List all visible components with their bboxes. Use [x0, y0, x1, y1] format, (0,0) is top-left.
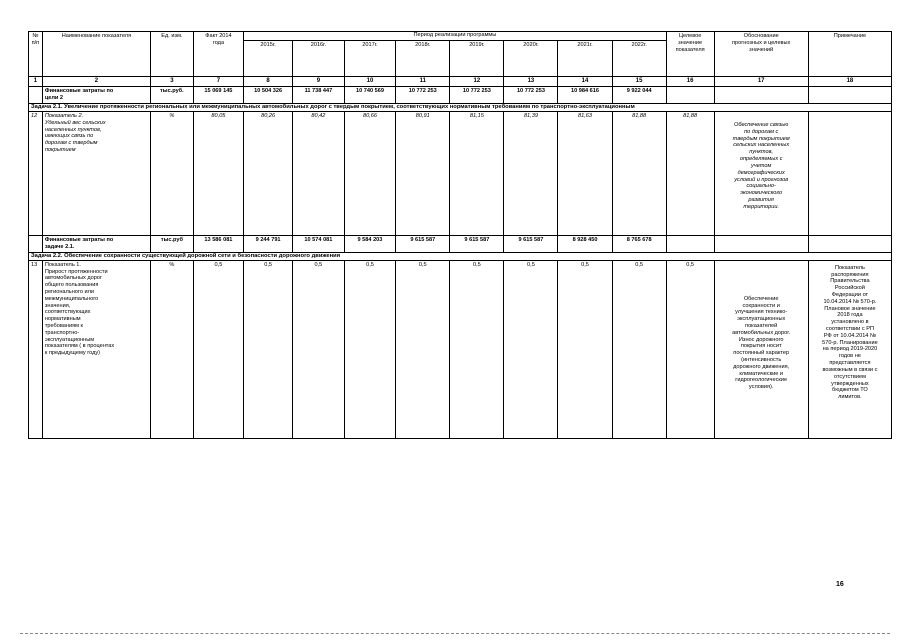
finance-value: 10 772 253: [450, 87, 504, 104]
finance-value: 10 740 569: [344, 87, 396, 104]
indicator-unit: %: [151, 112, 194, 236]
header-year: 2017г.: [344, 41, 396, 77]
col-number: 1: [29, 77, 43, 87]
program-indicators-table: [28, 31, 892, 439]
finance-value: 11 738 447: [293, 87, 345, 104]
finance-value: 8 928 450: [558, 236, 612, 253]
indicator-value: 80,05: [193, 112, 243, 236]
indicator-name: Показатель 1. Прирост протяженности автомобильных дорог общего пользования регионального или межмуниципального значения, соответствующих нормативным требованиям к транспортно- эксплуатационным показателям ( в процентах к предыдущему году): [42, 260, 150, 438]
col-number: 7: [193, 77, 243, 87]
finance-value: 10 772 253: [504, 87, 558, 104]
finance-unit: тыс.руб: [151, 236, 194, 253]
indicator-value: 0,5: [244, 260, 293, 438]
target-value: 81,88: [666, 112, 714, 236]
col-number: 10: [344, 77, 396, 87]
finance-value: 9 615 587: [396, 236, 450, 253]
indicator-value: 80,42: [293, 112, 345, 236]
header-target: Целевое значение показателя: [666, 32, 714, 77]
finance-value: 10 772 253: [396, 87, 450, 104]
header-indicator: Наименование показателя: [42, 32, 150, 77]
indicator-value: 0,5: [293, 260, 345, 438]
finance-value: 9 615 587: [450, 236, 504, 253]
header-year: 2021г.: [558, 41, 612, 77]
col-number: 9: [293, 77, 345, 87]
indicator-unit: %: [151, 260, 194, 438]
note-text: [808, 112, 891, 236]
col-number: 2: [42, 77, 150, 87]
indicator-value: 81,39: [504, 112, 558, 236]
header-period: Период реализации программы: [244, 32, 667, 41]
indicator-value: 0,5: [396, 260, 450, 438]
col-number: 12: [450, 77, 504, 87]
finance-row-task-2-1: [29, 236, 892, 253]
header-year: 2015г.: [244, 41, 293, 77]
finance-value: 9 584 203: [344, 236, 396, 253]
finance-value: 10 504 326: [244, 87, 293, 104]
row-number: 12: [29, 112, 43, 236]
justification-text: Обеспечение связью по дорогам с твердым покрытием сельских населенных пунктов, определяемых с учетом демографических условий и прогнозов социально- экономического развития территории.: [714, 112, 808, 236]
indicator-value: 81,63: [558, 112, 612, 236]
col-number: 3: [151, 77, 194, 87]
header-year: 2016г.: [293, 41, 345, 77]
finance-row-goal-2: [29, 87, 892, 104]
header-year: 2022г.: [612, 41, 666, 77]
indicator-value: 0,5: [504, 260, 558, 438]
page-number: 16: [836, 581, 844, 588]
num-cell: [29, 87, 43, 104]
header-year: 2019г.: [450, 41, 504, 77]
indicator-value: 0,5: [558, 260, 612, 438]
header-unit: Ед. изм.: [151, 32, 194, 77]
finance-value: 13 586 081: [193, 236, 243, 253]
justification-text: Обеспечение сохранности и улучшения технико- эксплуатационных показателей автомобильных дорог. Износ дорожного покрытия носит постоянный характер (интенсивность дорожного движения, климатические и гидрогеологические условия).: [714, 260, 808, 438]
finance-value: 10 574 081: [293, 236, 345, 253]
header-year: 2020г.: [504, 41, 558, 77]
header-year: 2018г.: [396, 41, 450, 77]
finance-value: 9 615 587: [504, 236, 558, 253]
indicator-value: 81,88: [612, 112, 666, 236]
finance-label: Финансовые затраты по цели 2: [42, 87, 150, 104]
header-note: Примечание: [808, 32, 891, 77]
finance-value: 10 984 616: [558, 87, 612, 104]
target-value: 0,5: [666, 260, 714, 438]
col-number: 11: [396, 77, 450, 87]
col-number: 16: [666, 77, 714, 87]
indicator-row-12: [29, 112, 892, 236]
finance-value: 9 244 791: [244, 236, 293, 253]
indicator-value: 80,91: [396, 112, 450, 236]
indicator-value: 0,5: [193, 260, 243, 438]
bottom-divider: [20, 633, 890, 634]
indicator-value: 0,5: [612, 260, 666, 438]
indicator-row-13: [29, 260, 892, 438]
task-heading: Задача 2.1. Увеличение протяженности региональных или межмуниципальных автомобильных дорог с твердым покрытием, соответствующих нормативным требованиям по транспортно-эксплуатационным: [29, 103, 892, 111]
finance-unit: тыс.руб.: [151, 87, 194, 104]
col-number: 15: [612, 77, 666, 87]
indicator-value: 81,15: [450, 112, 504, 236]
finance-value: 8 765 678: [612, 236, 666, 253]
indicator-value: 0,5: [450, 260, 504, 438]
header-justification: Обоснование прогнозных и целевых значений: [714, 32, 808, 77]
indicator-value: 80,26: [244, 112, 293, 236]
task-heading: Задача 2.2. Обеспечение сохранности существующей дорожной сети и безопасности дорожного движения: [29, 252, 892, 260]
header-num: № п/п: [29, 32, 43, 77]
col-number: 13: [504, 77, 558, 87]
col-number: 8: [244, 77, 293, 87]
indicator-value: 0,5: [344, 260, 396, 438]
indicator-value: 80,66: [344, 112, 396, 236]
row-number: 13: [29, 260, 43, 438]
indicator-name: Показатель 2. Удельный вес сельских населенных пунктов, имеющих связь по дорогам с твердым покрытием: [42, 112, 150, 236]
finance-value: 15 069 145: [193, 87, 243, 104]
col-number: 14: [558, 77, 612, 87]
col-number: 17: [714, 77, 808, 87]
header-fact: Факт 2014 года: [193, 32, 243, 77]
note-text: Показатель распоряжения Правительства Российской Федерации от 10.04.2014 № 570-р. Плановое значение 2018 года установлено в соответствии с РП РФ от 10.04.2014 № 570-р. Планирование на период 2019-2020 годов не представляется возможным в связи с отсутствием утвержденных бюджетом ТО лимитов.: [808, 260, 891, 438]
col-number: 18: [808, 77, 891, 87]
finance-value: 9 922 044: [612, 87, 666, 104]
finance-label: Финансовые затраты по задаче 2.1.: [42, 236, 150, 253]
